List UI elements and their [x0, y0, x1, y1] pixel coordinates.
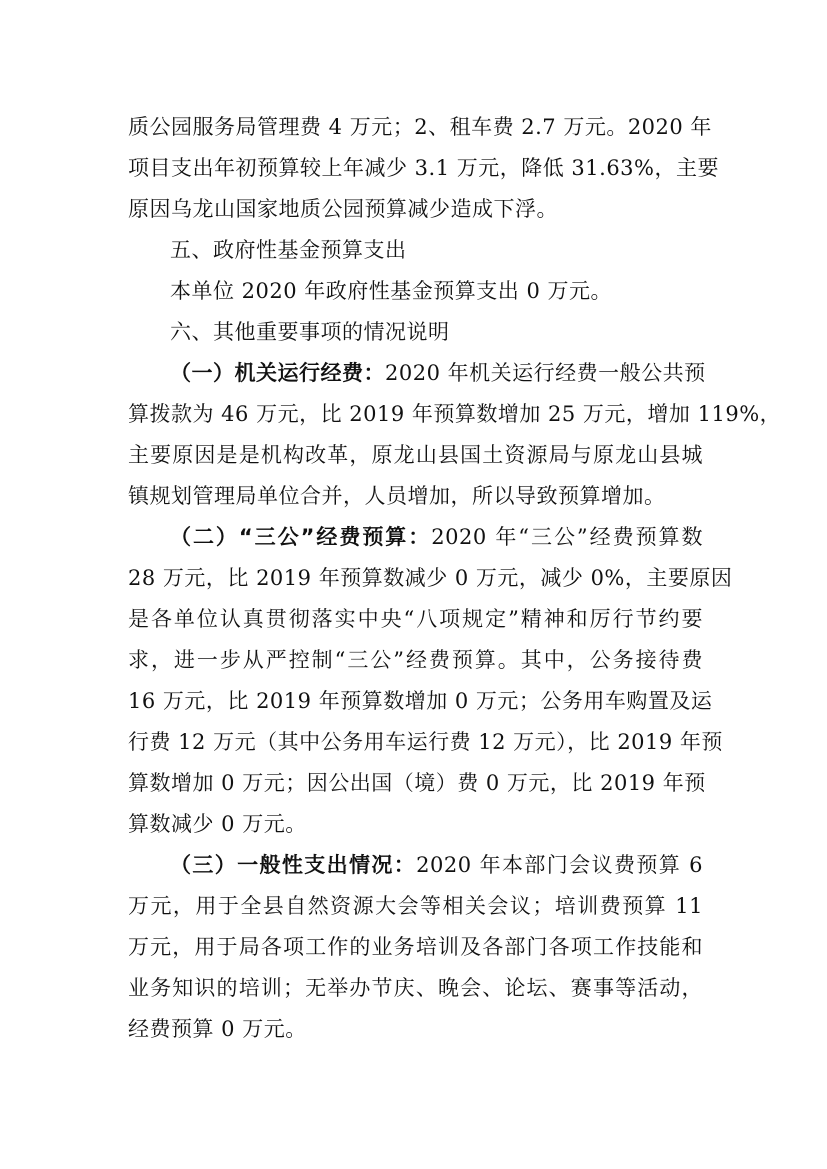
section-heading-6: 六、其他重要事项的情况说明 — [170, 320, 450, 344]
paragraph-line: （一）机关运行经费：2020 年机关运行经费一般公共预 — [170, 361, 706, 385]
paragraph-line: 算拨款为 46 万元，比 2019 年预算数增加 25 万元，增加 119%， — [128, 402, 782, 426]
paragraph-line: 算数减少 0 万元。 — [128, 812, 307, 836]
paragraph-line: 28 万元，比 2019 年预算数减少 0 万元，减少 0%，主要原因 — [128, 566, 733, 590]
subsection-heading: （二）“三公”经费预算： — [170, 525, 432, 549]
paragraph-line: 质公园服务局管理费 4 万元；2、租车费 2.7 万元。2020 年 — [128, 115, 712, 139]
paragraph-line: 业务知识的培训；无举办节庆、晚会、论坛、赛事等活动， — [128, 976, 703, 1000]
subsection-heading: （三）一般性支出情况： — [170, 853, 417, 877]
paragraph-line: 原因乌龙山国家地质公园预算减少造成下浮。 — [128, 197, 558, 221]
paragraph-line: 镇规划管理局单位合并，人员增加，所以导致预算增加。 — [128, 484, 666, 508]
paragraph-line: 经费预算 0 万元。 — [128, 1017, 307, 1041]
paragraph-line: 主要原因是是机构改革，原龙山县国土资源局与原龙山县城 — [128, 443, 703, 467]
paragraph-line: （三）一般性支出情况：2020 年本部门会议费预算 6 — [170, 853, 703, 877]
paragraph-line: （二）“三公”经费预算：2020 年“三公”经费预算数 — [170, 525, 704, 549]
section-heading-5: 五、政府性基金预算支出 — [170, 238, 407, 262]
paragraph-line: 万元，用于全县自然资源大会等相关会议；培训费预算 11 — [128, 894, 703, 918]
paragraph-line: 求，进一步从严控制“三公”经费预算。其中，公务接待费 — [128, 648, 703, 672]
subsection-heading: （一）机关运行经费： — [170, 361, 385, 385]
paragraph-line: 行费 12 万元（其中公务用车运行费 12 万元），比 2019 年预 — [128, 730, 723, 754]
paragraph-line: 本单位 2020 年政府性基金预算支出 0 万元。 — [170, 279, 613, 303]
paragraph-line: 16 万元，比 2019 年预算数增加 0 万元；公务用车购置及运 — [128, 689, 713, 713]
paragraph-line: 算数增加 0 万元；因公出国（境）费 0 万元，比 2019 年预 — [128, 771, 706, 795]
paragraph-line: 项目支出年初预算较上年减少 3.1 万元，降低 31.63%，主要 — [128, 156, 719, 180]
paragraph-line: 万元，用于局各项工作的业务培训及各部门各项工作技能和 — [128, 935, 703, 959]
paragraph-line: 是各单位认真贯彻落实中央“八项规定”精神和厉行节约要 — [128, 607, 703, 631]
